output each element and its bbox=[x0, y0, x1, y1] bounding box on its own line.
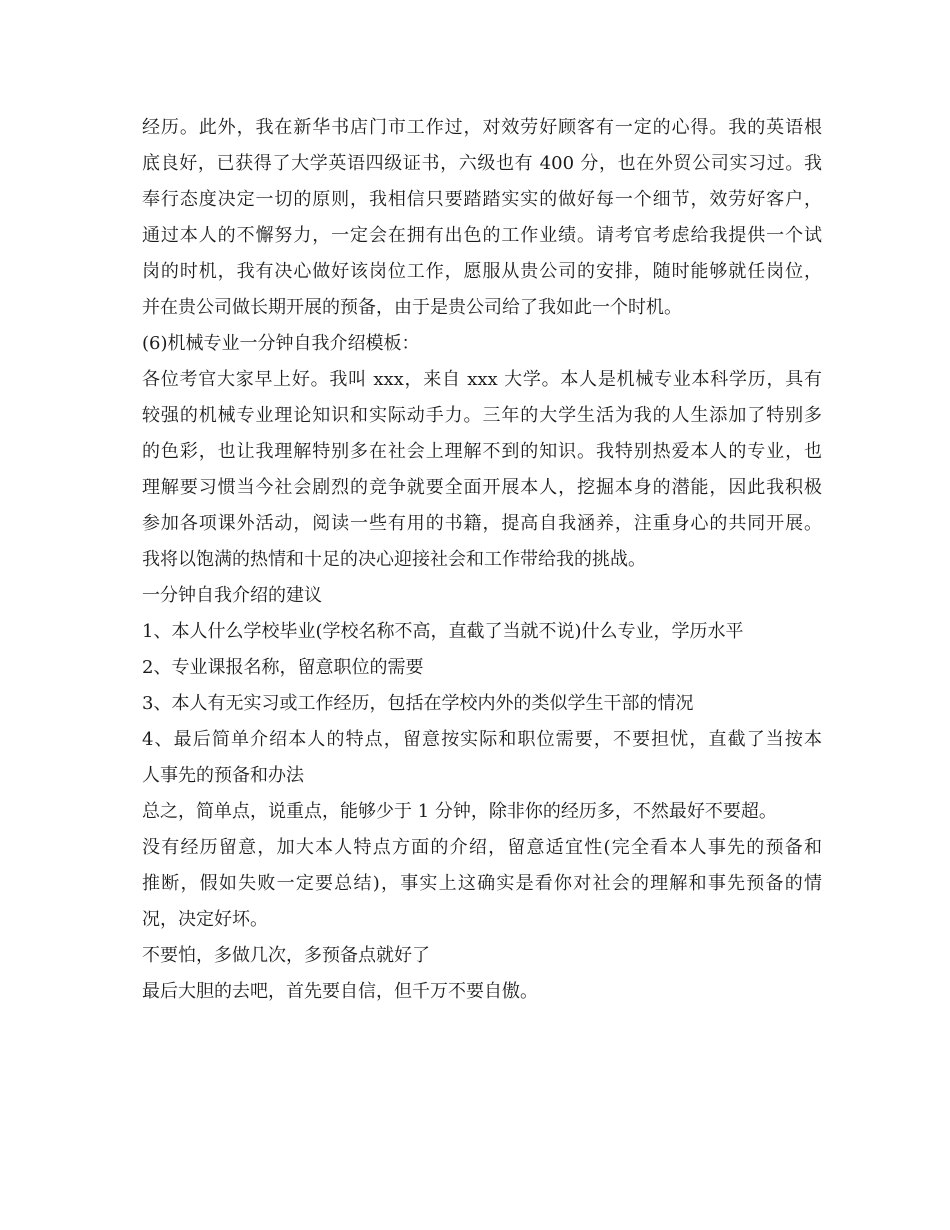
text-line: 况，决定好坏。 bbox=[142, 909, 268, 930]
section-heading: (6)机械专业一分钟自我介绍模板： bbox=[142, 333, 420, 354]
list-item: 1、本人什么学校毕业(学校名称不高，直截了当就不说)什么专业，学历水平 bbox=[142, 621, 744, 642]
section-heading: 一分钟自我介绍的建议 bbox=[142, 585, 322, 606]
text-line: 岗的时机，我有决心做好该岗位工作，愿服从贵公司的安排，随时能够就任岗位， bbox=[142, 261, 822, 282]
text-line: 参加各项课外活动，阅读一些有用的书籍，提高自我涵养，注重身心的共同开展。 bbox=[142, 513, 822, 534]
list-item: 3、本人有无实习或工作经历，包括在学校内外的类似学生干部的情况 bbox=[142, 693, 694, 714]
text-line: 的色彩，也让我理解特别多在社会上理解不到的知识。我特别热爱本人的专业，也 bbox=[142, 441, 822, 462]
text-line: 各位考官大家早上好。我叫 xxx，来自 xxx 大学。本人是机械专业本科学历，具有 bbox=[142, 369, 822, 390]
text-line: 不要怕，多做几次，多预备点就好了 bbox=[142, 945, 430, 966]
text-line: 我将以饱满的热情和十足的决心迎接社会和工作带给我的挑战。 bbox=[142, 549, 646, 570]
text-line: 最后大胆的去吧，首先要自信，但千万不要自傲。 bbox=[142, 981, 538, 1002]
list-item: 2、专业课报名称，留意职位的需要 bbox=[142, 657, 424, 678]
text-line: 人事先的预备和办法 bbox=[142, 765, 304, 786]
text-line: 较强的机械专业理论知识和实际动手力。三年的大学生活为我的人生添加了特别多 bbox=[142, 405, 822, 426]
text-line: 底良好，已获得了大学英语四级证书，六级也有 400 分，也在外贸公司实习过。我 bbox=[142, 153, 822, 174]
text-line: 推断，假如失败一定要总结)，事实上这确实是看你对社会的理解和事先预备的情 bbox=[142, 873, 822, 894]
text-line: 并在贵公司做长期开展的预备，由于是贵公司给了我如此一个时机。 bbox=[142, 297, 682, 318]
text-line: 经历。此外，我在新华书店门市工作过，对效劳好顾客有一定的心得。我的英语根 bbox=[142, 117, 822, 138]
list-item: 4、最后简单介绍本人的特点，留意按实际和职位需要，不要担忧，直截了当按本 bbox=[142, 729, 822, 750]
text-line: 没有经历留意，加大本人特点方面的介绍，留意适宜性(完全看本人事先的预备和 bbox=[142, 837, 822, 858]
text-line: 总之，简单点，说重点，能够少于 1 分钟，除非你的经历多，不然最好不要超。 bbox=[142, 801, 777, 822]
text-line: 理解要习惯当今社会剧烈的竞争就要全面开展本人，挖掘本身的潜能，因此我积极 bbox=[142, 477, 822, 498]
text-line: 通过本人的不懈努力，一定会在拥有出色的工作业绩。请考官考虑给我提供一个试 bbox=[142, 225, 822, 246]
document-body bbox=[142, 110, 822, 1010]
text-line: 奉行态度决定一切的原则，我相信只要踏踏实实的做好每一个细节，效劳好客户， bbox=[142, 189, 822, 210]
